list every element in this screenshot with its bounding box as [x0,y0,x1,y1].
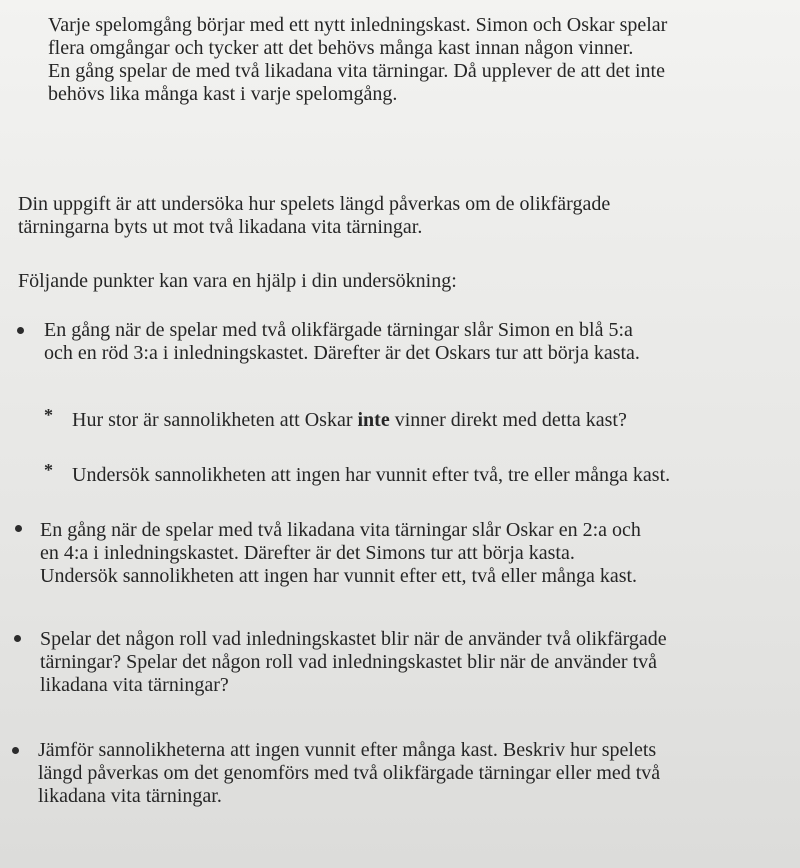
bullet-dot-icon [12,747,19,754]
task-line: Din uppgift är att undersöka hur spelets längd påverkas om de olikfärgade [18,193,611,215]
bullet-item [40,519,641,588]
bullet-dot-icon [15,525,22,532]
intro-line: flera omgångar och tycker att det behövs många kast innan någon vinner. [48,37,634,59]
bullet-line: likadana vita tärningar. [38,785,222,807]
bullet-line: En gång när de spelar med två olikfärgade tärningar slår Simon en blå 5:a [44,319,633,341]
bullet-line: Undersök sannolikheten att ingen har vunnit efter ett, två eller många kast. [40,565,638,587]
intro-line: behövs lika många kast i varje spelomgång. [48,83,398,105]
bullet-item [38,739,660,808]
sub-item-text: Undersök sannolikheten att ingen har vunnit efter två, tre eller många kast. [72,464,671,486]
bullet-dot-icon [14,635,21,642]
asterisk-icon: * [44,405,53,425]
bullet-line: och en röd 3:a i inledningskastet. Därefter är det Oskars tur att börja kasta. [44,342,640,364]
bullet-dot-icon [17,327,24,334]
bullet-line: tärningar? Spelar det någon roll vad inledningskastet blir när de använder två [40,651,658,673]
intro-line: En gång spelar de med två likadana vita tärningar. Då upplever de att det inte [48,60,665,82]
bullet-line: en 4:a i inledningskastet. Därefter är det Simons tur att börja kasta. [40,542,575,564]
bullet-line: Spelar det någon roll vad inledningskastet blir när de använder två olikfärgade [40,628,667,650]
bullet-item [44,319,640,365]
bullet-line: likadana vita tärningar? [40,674,229,696]
help-heading: Följande punkter kan vara en hjälp i din undersökning: [18,270,457,292]
sub-item-text: vinner direkt med detta kast? [389,409,627,431]
bullet-line: En gång när de spelar med två likadana vita tärningar slår Oskar en 2:a och [40,519,641,541]
sub-item-emphasis: inte [357,409,390,431]
bullet-line: Jämför sannolikheterna att ingen vunnit efter många kast. Beskriv hur spelets [38,739,657,761]
bullet-item [40,628,667,697]
bullet-line: längd påverkas om det genomförs med två olikfärgade tärningar eller med två [38,762,661,784]
sub-item [72,464,670,487]
asterisk-icon: * [44,460,53,480]
task-paragraph [18,193,610,239]
sub-item [72,409,627,432]
intro-line: Varje spelomgång börjar med ett nytt inledningskast. Simon och Oskar spelar [48,14,668,36]
intro-paragraph [48,14,667,106]
sub-item-text: Hur stor är sannolikheten att Oskar [72,409,358,431]
task-line: tärningarna byts ut mot två likadana vita tärningar. [18,216,423,238]
